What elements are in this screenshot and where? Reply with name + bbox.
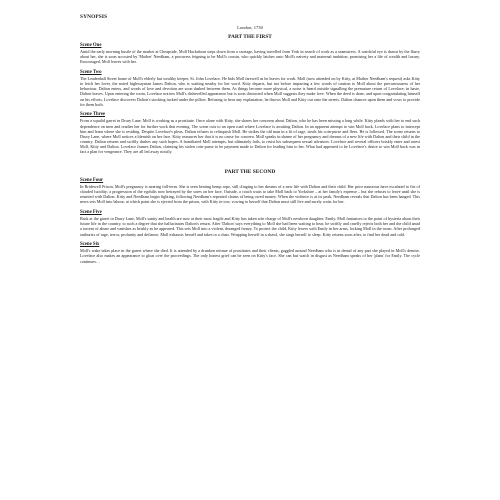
scene-four-text: In Bridewell Prison, Moll's pregnancy is nearing full-term. She is seen beating hemp rope, still clinging to her dreams of a new life with Dalton and their child. Her prior nauseous have escalated to fits of clouded lucidity; a progression of the syphilis now betrayed by the sores on her face. Outside, a coach waits to take Moll back to Yorkshire – at her family's expense – but she refuses to leave until she is reunited with Dalton. Kitty and Needham begin fighting, following Needham's repeated claims of being owed money. When the violence is at its peak, Needham reveals that Dalton has been hanged. This news sets Moll into labour, at which point she is ejected from the prison, with Kitty in tow, vowing to herself that Dalton must still live and surely waits for her.	[80, 184, 420, 205]
scene-two-text: The Leadenhall Street home of Moll's elderly but wealthy keeper, St. John Lovelace. He bids Moll farewell as he leaves for work. Moll (now attended on by Kitty, at Mother Needham's request) asks Kitty to fetch her lover, the noted highwayman James Dalton, who is waiting nearby for her word. Kitty departs, but not before imparting a few words of caution to Moll about the precariousness of her behaviour. Dalton enters, and words of love and devotion are soon dashed between them. As things become more physical, a noise is heard outside signalling the premature return of Lovelace; in haste, Dalton leaves. Upon entering the room, Lovelace notices Moll's dishevelled appearance but is soon distracted when Moll suggests they make love. When the deed is done, and upon congratulating himself on his efforts, Lovelace discovers Dalton's stocking tucked under the pillow. Refusing to hear any explanation, he throws Moll and Kitty out onto the streets. Dalton chances upon them and vows to provide for them both.	[80, 75, 420, 107]
scene-one-title: Scene One	[80, 43, 102, 48]
part-two-heading: PART THE SECOND	[224, 169, 276, 175]
scene-three-title: Scene Three	[80, 112, 106, 118]
place-date: London, 1730	[237, 25, 263, 30]
part-divider-space	[80, 160, 420, 166]
scene-four	[80, 178, 420, 205]
scene-six-title: Scene Six	[80, 242, 100, 248]
part-one	[80, 34, 420, 155]
scene-six-text: Moll's wake takes place in the garret where she died. It is attended by a drunken retinue of prostitutes and their clients, gaggled around Needham who is in denial of any part she played in Moll's demise. Lovelace also makes an appearance to gloat over the proceedings. The only honest grief can be seen on Kitty's face. She can but watch in disgust as Needham speaks of her 'plans' for Emily. The cycle continues…	[80, 248, 420, 264]
scene-three	[80, 112, 420, 154]
scene-six	[80, 242, 420, 263]
scene-one-text: Amid the early morning bustle of the market at Cheapside, Moll Hackabout steps down from a carriage, having travelled from York in search of work as a seamstress. A watchful eye is drawn by the flurry about her, she is soon accosted by 'Mother' Needham, a procuress feigning to be Moll's cousin, who quickly latches onto Moll's naivety and maternal ambition, promising her a life of wealth and luxury. Encouraged, Moll leaves with her.	[80, 49, 420, 65]
scene-two	[80, 70, 420, 107]
part-two	[80, 169, 420, 264]
scene-three-text: From a squalid garret in Drury Lane, Moll is working as a prostitute. Once alone with Kitty, she shares her concerns about Dalton, who he has been missing a long while. Kitty pleads with her to end such dependence on men and readies her for further work that evening. The scene cuts to an open road where Lovelace is awaiting Dalton. In an apparent attempt to win Moll back, Lovelace plans to intercept him and learn where she is residing. Despite Lovelace's pleas, Dalton refuses to relinquish Moll. He strikes the old man in a fit of rage, steals his coin-purse and flees. He is followed. The scene returns to Drury Lane, where Moll notices a blemish on her face. Kitty reassures her that it is no cause for concern. Moll speaks in shame of her pregnancy and dreams of a new life with Dalton and their child in the country. Dalton returns and swiftly dashes any such hopes. A humiliated Moll attempts, but ultimately fails, to resist his subsequent sexual advances. Lovelace and several officers briskly enter and arrest Moll, Kitty and Dalton. Lovelace frames Dalton, claiming his stolen coin-purse to be payment made to Dalton for leading him to her. What had appeared to be Lovelace's desire to win Moll back was in fact a plan for vengeance. They are all led away noisily.	[80, 118, 420, 155]
document-heading: SYNOPSIS	[80, 14, 108, 20]
scene-five-text: Back at the garret in Drury Lane, Moll's sanity and health are now at their most fragile and Kitty has taken sole charge of Moll's newborn daughter, Emily. Moll fantasises to the point of hysteria about their future life in the country, to such a degree that she hallucinates Dalton's return. After 'Dalton' says everything to Moll she had been waiting to hear, he swiftly and cruelly rejects both her and the child amid a torrent of abuse and vanishes as briskly as he appeared. This sets Moll into a violent, deranged frenzy. To protect the child, Kitty leaves with Emily in her arms, locking Moll in the room. After prolonged outbursts of rage, terror, profanity and defiance, Moll exhausts herself and takes to a chair. Wrapping herself in a shawl, she sings herself to sleep. Kitty returns soon after, to find her dead and cold.	[80, 216, 420, 237]
scene-five	[80, 210, 420, 237]
scene-one	[80, 43, 420, 64]
part-one-heading: PART THE FIRST	[228, 34, 272, 40]
scene-two-title: Scene Two	[80, 69, 102, 75]
scene-five-title: Scene Five	[80, 210, 102, 216]
scene-four-title: Scene Four	[80, 178, 104, 183]
